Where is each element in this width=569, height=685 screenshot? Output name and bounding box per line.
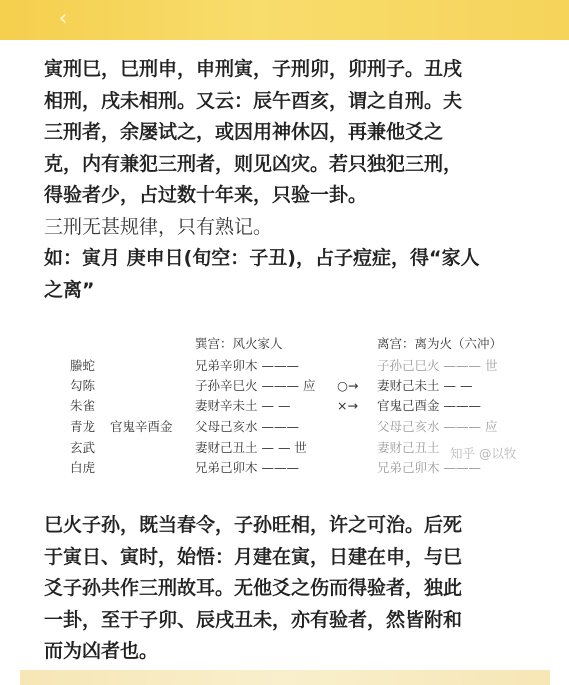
changed-line: 兄弟己卯木 ——— — [377, 460, 481, 475]
paragraph-three-punishments — [44, 54, 534, 306]
moving-line-mark: ×→ — [337, 398, 358, 413]
text-line: 一卦，至于子卯、辰戌丑未，亦有验者，然皆附和 — [44, 608, 463, 631]
text-line: 相刑，戌未相刑。又云：辰午酉亥，谓之自刑。夫 — [44, 89, 463, 112]
six-spirit: 青龙 — [70, 419, 96, 434]
six-spirit: 白虎 — [70, 460, 96, 475]
hexagram-line: 妻财辛未土 — — — [195, 398, 291, 413]
text-line: 而为凶者也。 — [44, 640, 159, 662]
bottom-highlight-strip — [20, 670, 550, 685]
hexagram-line: 兄弟己卯木 ——— — [195, 460, 299, 475]
example-line: 如：寅月 庚申日(旬空：子丑)，占子痘症，得“家人 — [44, 247, 480, 269]
top-bar — [0, 0, 569, 40]
hexagram-chart — [40, 336, 540, 488]
text-line: 三刑者，余屡试之，或因用神休囚，再兼他爻之 — [44, 121, 444, 143]
text-line: 巳火子孙，既当春令，子孙旺相，许之可治。后死 — [44, 514, 463, 536]
changed-line: 妻财己丑土 — [377, 440, 440, 455]
six-spirit: 螣蛇 — [70, 358, 96, 373]
hexagram-line: 妻财己丑土 — — 世 — [195, 440, 307, 455]
moving-line-mark: ○→ — [337, 378, 359, 393]
hidden-spirit: 官鬼辛酉金 — [110, 419, 173, 434]
changed-line: 子孙己巳火 ——— 世 — [377, 358, 498, 373]
left-hexagram-title: 巽宫：风火家人 — [195, 336, 283, 351]
hexagram-line: 子孙辛巳火 ——— 应 — [195, 378, 316, 393]
example-line: 之离” — [44, 278, 95, 301]
six-spirit: 朱雀 — [70, 398, 96, 413]
text-line: 爻子孙共作三刑故耳。无他爻之伤而得验者，独此 — [44, 577, 463, 599]
right-hexagram-title: 离宫：离为火（六冲） — [377, 336, 503, 351]
changed-line: 官鬼己酉金 ——— — [377, 398, 481, 413]
changed-line: 妻财己未土 — — — [377, 378, 473, 393]
six-spirit: 勾陈 — [70, 378, 96, 393]
annotation-note: 三刑无甚规律，只有熟记。 — [44, 215, 273, 238]
hexagram-line: 兄弟辛卯木 ——— — [195, 358, 299, 373]
paragraph-interpretation — [44, 510, 534, 668]
six-spirit: 玄武 — [70, 440, 96, 455]
watermark: 知乎 @以牧 — [450, 446, 517, 461]
text-line: 于寅日、寅时，始悟：月建在寅，日建在申，与巳 — [44, 545, 463, 568]
back-arrow-icon[interactable]: ‹ — [58, 6, 68, 31]
text-line: 克，内有兼犯三刑者，则见凶灾。若只独犯三刑， — [44, 152, 463, 175]
changed-line: 父母己亥水 ——— 应 — [377, 419, 498, 434]
text-line: 得验者少，占过数十年来，只验一卦。 — [44, 184, 368, 206]
text-line: 寅刑巳，巳刑申，申刑寅，子刑卯，卯刑子。丑戌 — [44, 58, 463, 80]
hexagram-line: 父母己亥水 ——— — [195, 419, 299, 434]
